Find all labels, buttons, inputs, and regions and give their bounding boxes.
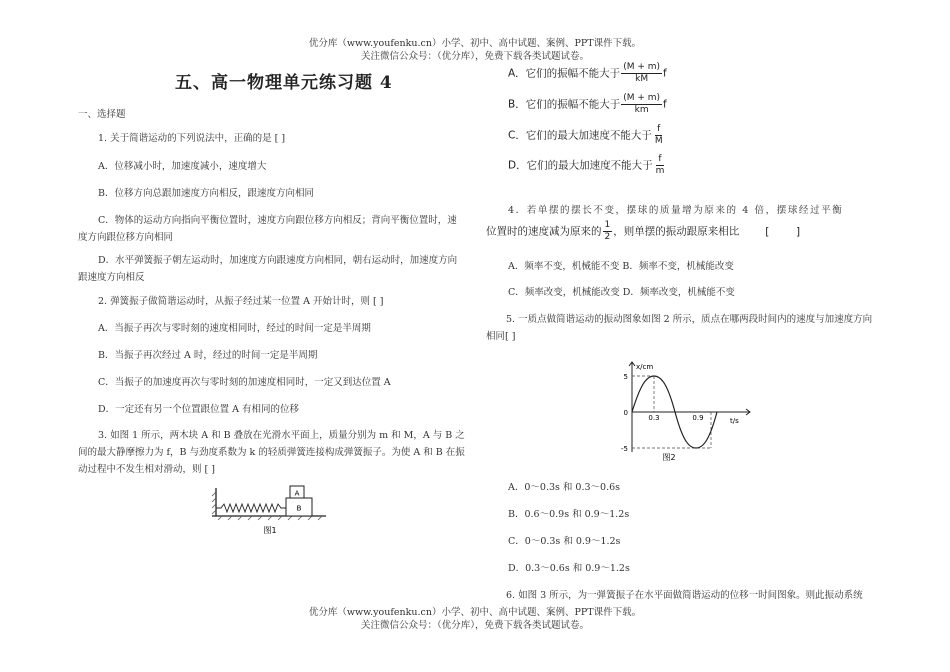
q2-option-d: D．一定还有另一个位置跟位置 A 有相同的位移 xyxy=(98,404,300,415)
page-title: 五、高一物理单元练习题 4 xyxy=(175,73,393,93)
q4-text-after: ，则单摆的振动跟原来相比 xyxy=(613,225,740,238)
fig2-caption: 图2 xyxy=(662,453,676,462)
q3-option-c-text: C．它们的最大加速度不能大于 xyxy=(508,129,652,142)
fig1-caption: 图1 xyxy=(263,526,277,535)
q3-option-c-numerator: f xyxy=(657,124,661,134)
page-footer xyxy=(0,606,950,632)
q2-option-a: A．当振子再次与零时刻的速度相同时，经过的时间一定是半周期 xyxy=(98,323,371,334)
q4-fraction-numerator: 1 xyxy=(604,220,611,230)
q5-option-c: C．0～0.3s 和 0.9～1.2s xyxy=(508,536,621,547)
fig2-tick-0.3: 0.3 xyxy=(648,414,660,422)
q3-option-a xyxy=(508,62,667,85)
q3-option-a-numerator: (M + m) xyxy=(623,62,661,72)
q2-stem: 2. 弹簧振子做简谐运动时，从振子经过某一位置 A 开始计时，则 [ ] xyxy=(98,296,384,307)
fig1-spring xyxy=(216,504,286,512)
page-header xyxy=(0,37,950,63)
q1-option-b: B．位移方向总跟加速度方向相反，跟速度方向相同 xyxy=(98,188,314,199)
fig2-tick-0.9: 0.9 xyxy=(692,414,704,422)
q3-option-a-fraction xyxy=(621,62,662,85)
q3-option-b-numerator: (M + m) xyxy=(623,93,661,103)
q4-answer-bracket: [ ] xyxy=(765,225,801,238)
q3-option-d-numerator: f xyxy=(658,154,662,164)
figure-2-vibration-graph xyxy=(616,356,756,462)
q5-option-a: A．0～0.3s 和 0.3～0.6s xyxy=(508,482,621,493)
q3-option-c xyxy=(508,124,666,147)
q3-option-d-denominator: m xyxy=(655,166,665,176)
q6-stem: 6. 如图 3 所示，为一弹簧振子在水平面做简谐运动的位移一时间图象。则此振动系统 xyxy=(506,590,863,601)
q3-option-b-fraction xyxy=(621,93,662,116)
fig1-label-b: B xyxy=(296,504,302,513)
q3-option-a-suffix: f xyxy=(663,67,667,80)
q4-text-before: 位置时的速度减为原来的 xyxy=(486,225,602,238)
q4-fraction xyxy=(603,220,613,243)
q2-option-c: C．当振子的加速度再次与零时刻的加速度相同时，一定又到达位置 A xyxy=(98,377,391,388)
q4-stem-line-2 xyxy=(486,220,800,243)
fig2-tick-5: 5 xyxy=(623,373,628,381)
header-line-1: 优分库（www.youfenku.cn）小学、初中、高中试题、案例、PPT课件下载。 xyxy=(308,38,642,49)
q1-stem: 1. 关于简谐运动的下列说法中，正确的是 [ ] xyxy=(98,133,286,144)
q1-option-d: D．水平弹簧振子朝左运动时，加速度方向跟速度方向相同，朝右运动时，加速度方向跟速度方向相反 xyxy=(78,255,458,283)
q3-option-a-denominator: kM xyxy=(635,74,649,84)
fig1-label-a: A xyxy=(294,489,300,498)
q3-option-d-fraction xyxy=(654,154,667,177)
q2-option-b: B．当振子再次经过 A 时，经过的时间一定是半周期 xyxy=(98,350,318,361)
q3-option-b-denominator: km xyxy=(634,105,649,115)
q3-option-d xyxy=(508,154,667,177)
q1-option-c: C．物体的运动方向指向平衡位置时，速度方向跟位移方向相反；背向平衡位置时，速度方向跟位移方向相同 xyxy=(78,215,457,243)
q3-option-b-suffix: f xyxy=(663,98,667,111)
q4-options-ab: A．频率不变，机械能不变 B．频率不变，机械能改变 xyxy=(508,261,734,272)
fig2-tick-neg5: -5 xyxy=(621,445,628,453)
header-line-2: 关注微信公众号：（优分库），免费下载各类试题试卷。 xyxy=(360,51,589,62)
q3-option-b xyxy=(508,93,667,116)
footer-line-2: 关注微信公众号：（优分库），免费下载各类试题试卷。 xyxy=(360,620,589,631)
q1-option-a: A．位移减小时，加速度减小，速度增大 xyxy=(98,161,267,172)
q4-stem-line-1: 4．若单摆的摆长不变，摆球的质量增为原来的 4 倍，摆球经过平衡 xyxy=(508,205,844,216)
q5-option-d: D．0.3～0.6s 和 0.9～1.2s xyxy=(508,563,630,574)
q3-option-d-text: D．它们的最大加速度不能大于 xyxy=(508,159,653,172)
fig2-tick-0: 0 xyxy=(623,409,628,417)
footer-line-1: 优分库（www.youfenku.cn）小学、初中、高中试题、案例、PPT课件下载。 xyxy=(308,607,642,618)
fig2-x-label: t/s xyxy=(730,417,739,425)
fig2-y-label: x/cm xyxy=(636,363,654,371)
q3-option-a-text: A．它们的振幅不能大于 xyxy=(508,67,621,80)
section-heading: 一、选择题 xyxy=(78,109,126,120)
q4-fraction-denominator: 2 xyxy=(604,232,611,242)
q3-stem: 3. 如图 1 所示，两木块 A 和 B 叠放在光滑水平面上，质量分别为 m 和 M，A 与 B 之间的最大静摩擦力为 f，B 与劲度系数为 k 的轻质弹簧连接构成弹簧振子。为使 A 和 B 在振动过程中不发生相对滑动，则 [ ] xyxy=(78,430,465,475)
q5-option-b: B．0.6～0.9s 和 0.9～1.2s xyxy=(508,509,630,520)
q3-option-c-denominator: M xyxy=(654,136,663,146)
q3-option-b-text: B．它们的振幅不能大于 xyxy=(508,98,621,111)
q4-options-cd: C．频率改变，机械能改变 D．频率改变，机械能不变 xyxy=(508,287,735,298)
q5-stem: 5. 一质点做简谐运动的振动图象如图 2 所示，质点在哪两段时间内的速度与加速度方向相同[ ] xyxy=(486,314,873,342)
figure-1-spring-oscillator xyxy=(208,480,328,538)
q3-option-c-fraction xyxy=(653,124,665,147)
